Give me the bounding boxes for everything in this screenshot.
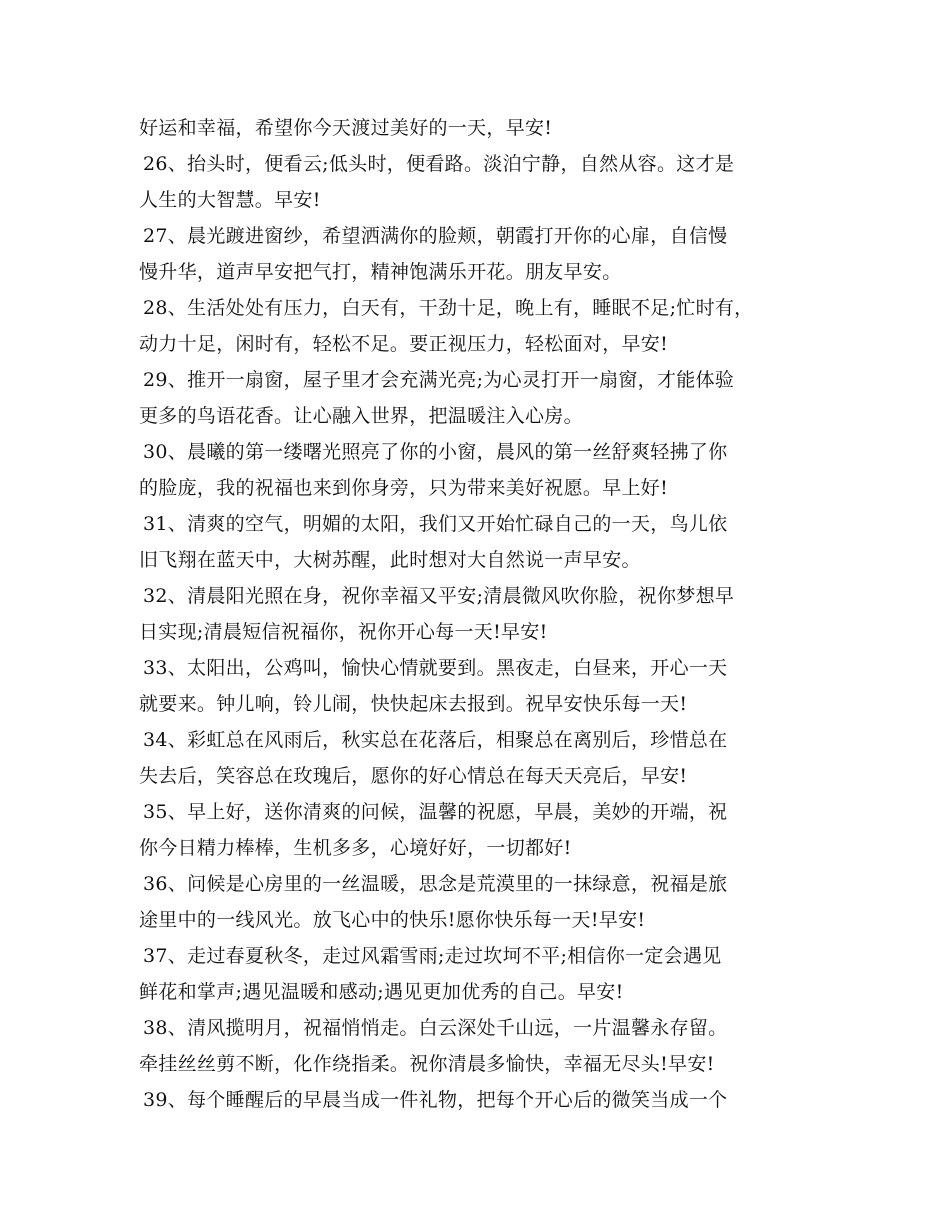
document-body	[139, 110, 827, 1118]
text-line: 旧飞翔在蓝天中，大树苏醒，此时想对大自然说一声早安。	[139, 549, 641, 571]
text-line: 人生的大智慧。早安!	[139, 189, 321, 211]
text-line: 慢升华，道声早安把气打，精神饱满乐开花。朋友早安。	[139, 261, 622, 283]
text-line: 32、清晨阳光照在身，祝你幸福又平安;清晨微风吹你脸，祝你梦想早	[143, 585, 735, 607]
text-line: 37、走过春夏秋冬，走过风霜雪雨;走过坎坷不平;相信你一定会遇见	[143, 945, 722, 967]
text-line: 34、彩虹总在风雨后，秋实总在花落后，相聚总在离别后，珍惜总在	[143, 729, 728, 751]
text-line: 失去后，笑容总在玫瑰后，愿你的好心情总在每天天亮后，早安!	[139, 765, 688, 787]
text-line: 途里中的一线风光。放飞心中的快乐!愿你快乐每一天!早安!	[139, 909, 646, 931]
text-line: 动力十足，闲时有，轻松不足。要正视压力，轻松面对，早安!	[139, 333, 669, 355]
text-line: 28、生活处处有压力，白天有，干劲十足，晚上有，睡眠不足;忙时有，	[143, 297, 754, 319]
text-line: 38、清风揽明月，祝福悄悄走。白云深处千山远，一片温馨永存留。	[143, 1017, 728, 1039]
text-line: 好运和幸福，希望你今天渡过美好的一天，早安!	[139, 117, 553, 139]
text-line: 27、晨光踱进窗纱，希望洒满你的脸颊，朝霞打开你的心扉，自信慢	[143, 225, 728, 247]
text-line: 33、太阳出，公鸡叫，愉快心情就要到。黑夜走，白昼来，开心一天	[143, 657, 728, 679]
text-line: 36、问候是心房里的一丝温暖，思念是荒漠里的一抹绿意，祝福是旅	[143, 873, 728, 895]
text-line: 29、推开一扇窗，屋子里才会充满光亮;为心灵打开一扇窗，才能体验	[143, 369, 735, 391]
text-line: 39、每个睡醒后的早晨当成一件礼物，把每个开心后的微笑当成一个	[143, 1089, 728, 1111]
text-line: 就要来。钟儿响，铃儿闹，快快起床去报到。祝早安快乐每一天!	[139, 693, 688, 715]
text-line: 30、晨曦的第一缕曙光照亮了你的小窗，晨风的第一丝舒爽轻拂了你	[143, 441, 728, 463]
text-line: 你今日精力棒棒，生机多多，心境好好，一切都好!	[139, 837, 572, 859]
text-line: 日实现;清晨短信祝福你，祝你开心每一天!早安!	[139, 621, 548, 643]
text-line: 牵挂丝丝剪不断，化作绕指柔。祝你清晨多愉快，幸福无尽头!早安!	[139, 1053, 715, 1075]
text-line: 的脸庞，我的祝福也来到你身旁，只为带来美好祝愿。早上好!	[139, 477, 669, 499]
text-line: 鲜花和掌声;遇见温暖和感动;遇见更加优秀的自己。早安!	[139, 981, 624, 1003]
text-line: 35、早上好，送你清爽的问候，温馨的祝愿，早晨，美妙的开端，祝	[143, 801, 728, 823]
text-line: 31、清爽的空气，明媚的太阳，我们又开始忙碌自己的一天，鸟儿依	[143, 513, 728, 535]
text-line: 26、抬头时，便看云;低头时，便看路。淡泊宁静，自然从容。这才是	[143, 153, 735, 175]
text-line: 更多的鸟语花香。让心融入世界，把温暖注入心房。	[139, 405, 583, 427]
